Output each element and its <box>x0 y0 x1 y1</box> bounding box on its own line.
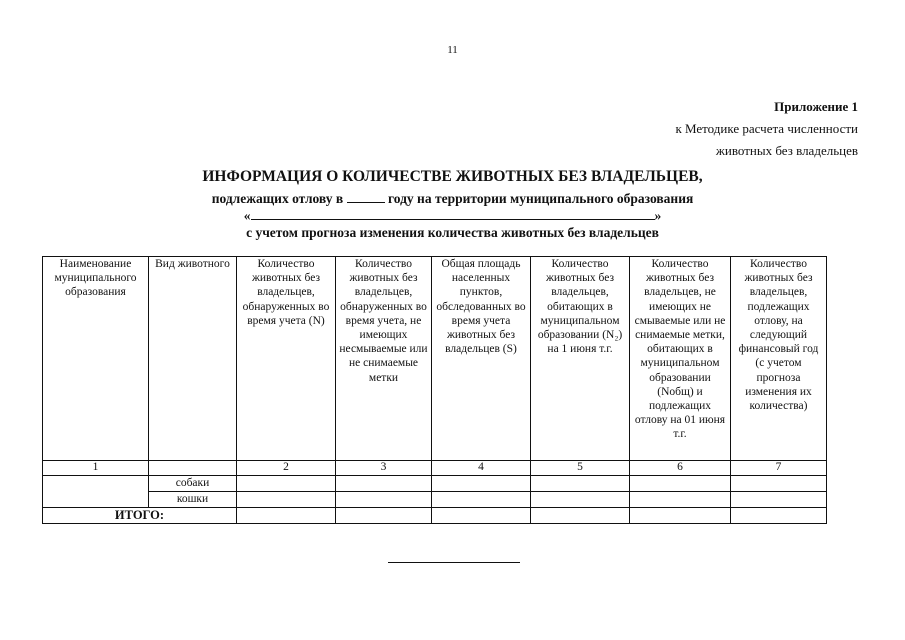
header-count-forecast: Количество животных без владельцев, подлежащих отлову, на следующий финансовый год (с учетом прогноза изменения их количества) <box>731 257 827 461</box>
document-subtitle-2: с учетом прогноза изменения количества животных без владельцев <box>246 225 659 240</box>
table-cell <box>237 492 336 508</box>
municipality-blank <box>251 207 655 220</box>
table-row-dogs <box>43 476 827 492</box>
column-number-row <box>43 461 827 476</box>
header-count-n: Количество животных без владельцев, обнаруженных во время учета (N) <box>237 257 336 461</box>
table-row-cats <box>43 492 827 508</box>
table-cell <box>432 476 531 492</box>
quote-open: « <box>243 208 251 223</box>
appendix-line-2: животных без владельцев <box>715 143 858 158</box>
appendix-line-1: к Методике расчета численности <box>675 121 858 136</box>
column-number: 5 <box>531 461 630 476</box>
year-blank <box>347 190 385 203</box>
table-cell <box>531 508 630 524</box>
column-number: 4 <box>432 461 531 476</box>
table-cell <box>630 476 731 492</box>
table-row-total <box>43 508 827 524</box>
table-cell <box>731 476 827 492</box>
municipality-cell <box>43 476 149 508</box>
table-cell <box>531 492 630 508</box>
table-cell <box>432 492 531 508</box>
appendix-title: Приложение 1 <box>774 99 858 114</box>
table-cell <box>531 476 630 492</box>
animal-type-cell: собаки <box>149 476 237 492</box>
table-cell <box>432 508 531 524</box>
animal-type-cell: кошки <box>149 492 237 508</box>
column-number: 1 <box>43 461 149 476</box>
animals-table <box>42 256 827 524</box>
table-cell <box>237 476 336 492</box>
header-animal-type: Вид животного <box>149 257 237 461</box>
subtitle-before: подлежащих отлову в <box>211 191 344 206</box>
table-cell <box>336 492 432 508</box>
table-cell <box>731 492 827 508</box>
column-number: 2 <box>237 461 336 476</box>
header-municipality: Наименование муниципального образования <box>43 257 149 461</box>
table-cell <box>237 508 336 524</box>
column-number <box>149 461 237 476</box>
column-number: 3 <box>336 461 432 476</box>
header-area-s: Общая площадь населенных пунктов, обследованных во время учета животных без владельцев (S) <box>432 257 531 461</box>
subtitle-after: году на территории муниципального образования <box>387 191 694 206</box>
document-subtitle <box>0 190 905 207</box>
total-label: ИТОГО: <box>43 508 237 524</box>
table-cell <box>731 508 827 524</box>
column-number: 7 <box>731 461 827 476</box>
header-count-unmarked: Количество животных без владельцев, обнаруженных во время учета, не имеющих несмываемые или не снимаемые метки <box>336 257 432 461</box>
footer-divider <box>388 562 520 563</box>
municipality-line <box>0 207 905 224</box>
header-row <box>43 257 827 461</box>
header-count-nobsh: Количество животных без владельцев, не имеющих не смываемые или не снимаемые метки, обитающих в муниципальном образовании (Nобщ) и подлежащих отлову на 01 июня т.г. <box>630 257 731 461</box>
table-cell <box>336 476 432 492</box>
appendix-block <box>675 96 858 162</box>
table-cell <box>630 492 731 508</box>
quote-close: » <box>654 208 662 223</box>
header-count-n2: Количество животных без владельцев, обитающих в муниципальном образовании (N₂) на 1 июня т.г. <box>531 257 630 461</box>
column-number: 6 <box>630 461 731 476</box>
page-number: 11 <box>447 44 458 56</box>
table-cell <box>630 508 731 524</box>
document-title: ИНФОРМАЦИЯ О КОЛИЧЕСТВЕ ЖИВОТНЫХ БЕЗ ВЛАДЕЛЬЦЕВ, <box>202 168 703 185</box>
table-cell <box>336 508 432 524</box>
